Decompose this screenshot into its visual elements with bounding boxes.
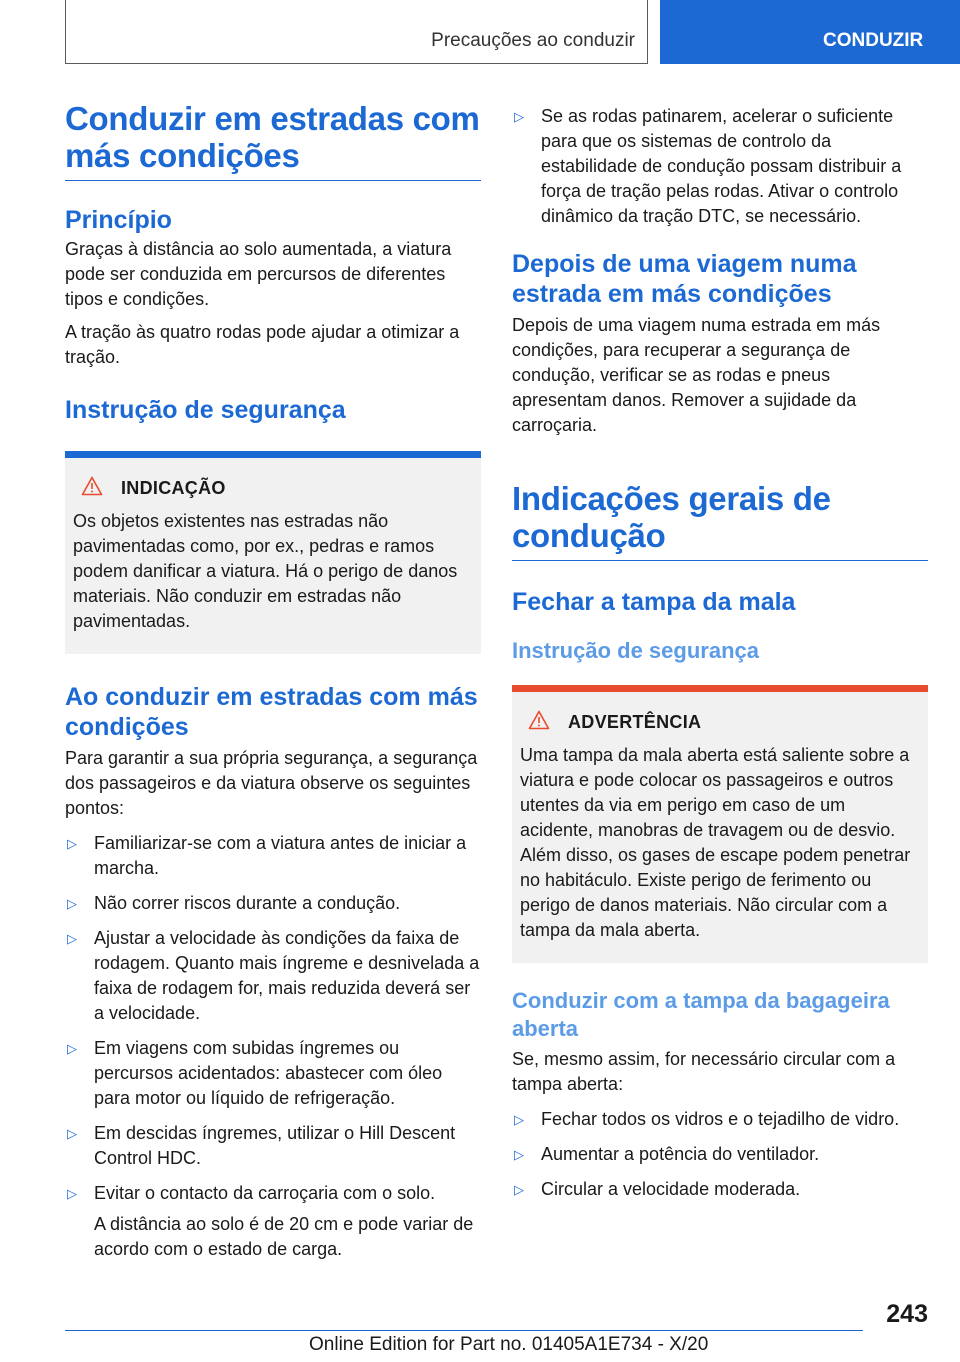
heading-safety-instruction: Instrução de segurança [65,396,346,424]
ground-clearance-note: A distância ao solo é de 20 cm e pode variar de acordo com o estado de carga. [94,1214,474,1259]
note-text: Os objetos existentes nas estradas não pavimentadas como, por ex., pedras e ramos podem danificar a viatura. Há o perigo de danos materiais. Não conduzir em estradas não pavimentadas. [73,511,458,631]
after-bad-roads-text: Depois de uma viagem numa estrada em más condições, para recuperar a segurança de condução, verificar se as rodas e pneus apresentam danos. Remover a sujidade da carroçaria. [512,315,881,435]
list-item: ▷ Não correr riscos durante a condução. [65,891,481,916]
header-chapter-tab [660,0,960,64]
warning-triangle-icon [528,710,550,735]
bullet-triangle-icon: ▷ [514,1112,524,1127]
right-column [512,104,928,1212]
bad-roads-intro: Para garantir a sua própria segurança, a segurança dos passageiros e da viatura observe os seguintes pontos: [65,748,478,818]
note-title-text: INDICAÇÃO [121,478,226,498]
bullet-triangle-icon: ▷ [514,109,524,124]
open-trunk-intro: Se, mesmo assim, for necessário circular com a tampa aberta: [512,1049,896,1094]
bullet-triangle-icon: ▷ [67,1126,77,1141]
list-item: ▷ Ajustar a velocidade às condições da faixa de rodagem. Quanto mais íngreme e desnivelada a faixa de rodagem for, mais reduzida deverá ser a velocidade. [67,928,480,1023]
list-item: ▷ Circular a velocidade moderada. [512,1177,928,1202]
warning-title [520,710,920,735]
list-item: ▷ Se as rodas patinarem, acelerar o suficiente para que os sistemas de controlo da estabilidade de condução possam distribuir a força de tração pelas rodas. Ativar o controlo dinâmico da tração DTC, se necessário. [514,106,902,226]
bullet-triangle-icon: ▷ [514,1182,524,1197]
bullet-triangle-icon: ▷ [67,1041,77,1056]
principle-paragraph-2: A tração às quatro rodas pode ajudar a otimizar a tração. [65,322,460,367]
bullet-triangle-icon: ▷ [67,896,77,911]
list-item: ▷ Evitar o contacto da carroçaria com o solo. A distância ao solo é de 20 cm e pode variar de acordo com o estado de carga. [65,1181,481,1262]
list-item: ▷ Familiarizar-se com a viatura antes de iniciar a marcha. [67,833,467,878]
warning-box [512,685,928,963]
principle-paragraph-1: Graças à distância ao solo aumentada, a viatura pode ser conduzida em percursos de diferentes tipos e condições. [65,239,452,309]
list-item: ▷ Em viagens com subidas íngremes ou percursos acidentados: abastecer com óleo para motor ou líquido de refrigeração. [67,1038,443,1108]
footer-edition-text: Online Edition for Part no. 01405A1E734 - X/20 [309,1334,709,1355]
heading-trunk-safety: Instrução de segurança [512,638,759,663]
header-chapter-title: CONDUZIR [823,30,924,51]
continued-bullet-list [512,104,928,229]
section-title-general-driving: Indicações gerais de condução [512,480,928,561]
heading-close-trunk: Fechar a tampa da mala [512,588,796,616]
warning-text: Uma tampa da mala aberta está saliente sobre a viatura e pode colocar os passageiros e outros utentes da via em perigo em caso de um acidente, manobras de travagem ou de desvio. Além disso, os gases de escape podem penetrar no habitáculo. Existe perigo de ferimento ou perigo de danos materiais. Não circular com a tampa da mala aberta. [520,745,911,940]
note-box [65,451,481,654]
bullet-triangle-icon: ▷ [67,931,77,946]
bad-roads-bullet-list [65,831,481,1262]
warning-triangle-icon [81,476,103,501]
list-item: ▷ Aumentar a potência do ventilador. [512,1142,928,1167]
heading-driving-bad-roads: Ao conduzir em estradas com más condições [65,683,478,741]
bullet-triangle-icon: ▷ [67,836,77,851]
note-title [73,476,473,501]
heading-open-trunk-driving: Conduzir com a tampa da bagageira aberta [512,988,890,1041]
warning-title-text: ADVERTÊNCIA [568,712,702,732]
section-title-bad-roads: Conduzir em estradas com más condições [65,100,481,181]
open-trunk-bullet-list [512,1107,928,1202]
page-number: 243 [886,1300,928,1328]
list-item: ▷ Em descidas íngremes, utilizar o Hill Descent Control HDC. [67,1123,456,1168]
left-column [65,100,481,1272]
list-item: ▷ Fechar todos os vidros e o tejadilho de vidro. [512,1107,928,1132]
heading-after-bad-roads: Depois de uma viagem numa estrada em más condições [512,250,857,308]
header-section-box [65,0,648,64]
footer-divider [65,1330,863,1331]
bullet-triangle-icon: ▷ [514,1147,524,1162]
header-section-title: Precauções ao conduzir [431,30,635,51]
heading-principle: Princípio [65,206,172,234]
bullet-triangle-icon: ▷ [67,1186,77,1201]
